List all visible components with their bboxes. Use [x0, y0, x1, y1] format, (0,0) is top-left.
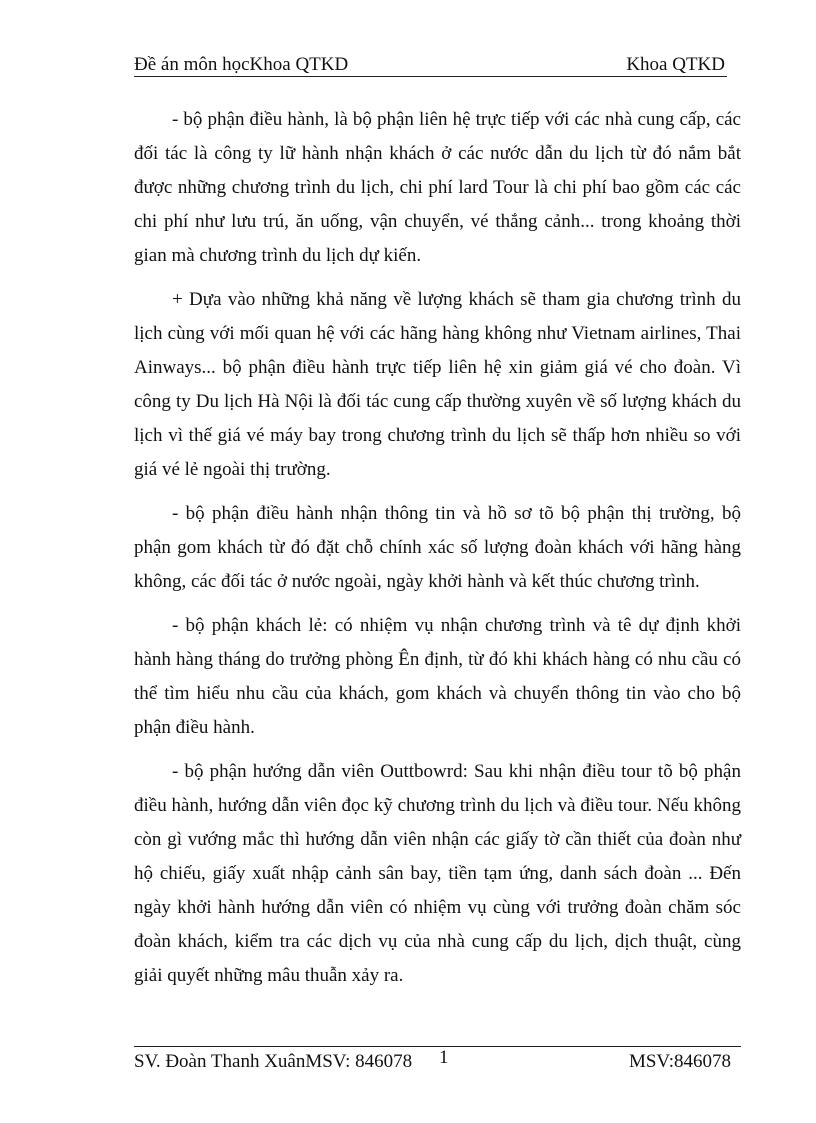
paragraph: + Dựa vào những khả năng về lượng khách sẽ tham gia chương trình du lịch cùng với mối quan hệ với các hãng hàng không như Vietnam airlines, Thai Ainways... bộ phận điều hành trực tiếp liên hệ xin giảm giá vé cho đoàn. Vì công ty Du lịch Hà Nội là đối tác cung cấp thường xuyên về số lượng khách du lịch vì thế giá vé máy bay trong chương trình du lịch sẽ thấp hơn nhiều so với giá vé lẻ ngoài thị trường.	[134, 289, 741, 480]
paragraph: - bộ phận hướng dẫn viên Outtbowrd: Sau khi nhận điều tour tõ bộ phận điều hành, hướng dẫn viên đọc kỹ chương trình du lịch và điều tour. Nếu không còn gì vướng mắc thì hướng dẫn viên nhận các giấy tờ cần thiết của đoàn như hộ chiếu, giấy xuất nhập cảnh sân bay, tiền tạm ứng, danh sách đoàn ... Đến ngày khởi hành hướng dẫn viên có nhiệm vụ cùng với trưởng đoàn chăm sóc đoàn khách, kiểm tra các dịch vụ của nhà cung cấp du lịch, dịch thuật, cùng giải quyết những mâu thuẫn xảy ra.	[134, 761, 741, 986]
footer-student-id: MSV:846078	[628, 1051, 731, 1072]
paragraph: - bộ phận điều hành nhận thông tin và hồ sơ tõ bộ phận thị trường, bộ phận gom khách từ đó đặt chỗ chính xác số lượng đoàn khách với hãng hàng không, các đối tác ở nước ngoài, ngày khởi hành và kết thúc chương trình.	[134, 503, 741, 592]
paragraph: - bộ phận điều hành, là bộ phận liên hệ trực tiếp với các nhà cung cấp, các đối tác là công ty lữ hành nhận khách ở các nước dẫn du lịch từ đó nắm bắt được những chương trình du lịch, chi phí lard Tour là chi phí bao gồm các các chi phí như lưu trú, ăn uống, vận chuyển, vé thắng cảnh... trong khoảng thời gian mà chương trình du lịch dự kiến.	[134, 109, 741, 266]
header-department: Khoa QTKD	[626, 54, 725, 75]
footer-student-info: SV. Đoàn Thanh XuânMSV: 846078	[134, 1051, 413, 1072]
page-footer	[134, 1046, 741, 1081]
document-body	[134, 103, 741, 1003]
page-header	[134, 50, 727, 77]
header-title: Đề án môn họcKhoa QTKD	[134, 54, 349, 75]
paragraph: - bộ phận khách lẻ: có nhiệm vụ nhận chương trình và tê dự định khởi hành hàng tháng do trưởng phòng Ên định, từ đó khi khách hàng có nhu cầu có thể tìm hiểu nhu cầu của khách, gom khách và chuyển thông tin vào cho bộ phận điều hành.	[134, 615, 741, 738]
page-number: 1	[439, 1047, 449, 1068]
